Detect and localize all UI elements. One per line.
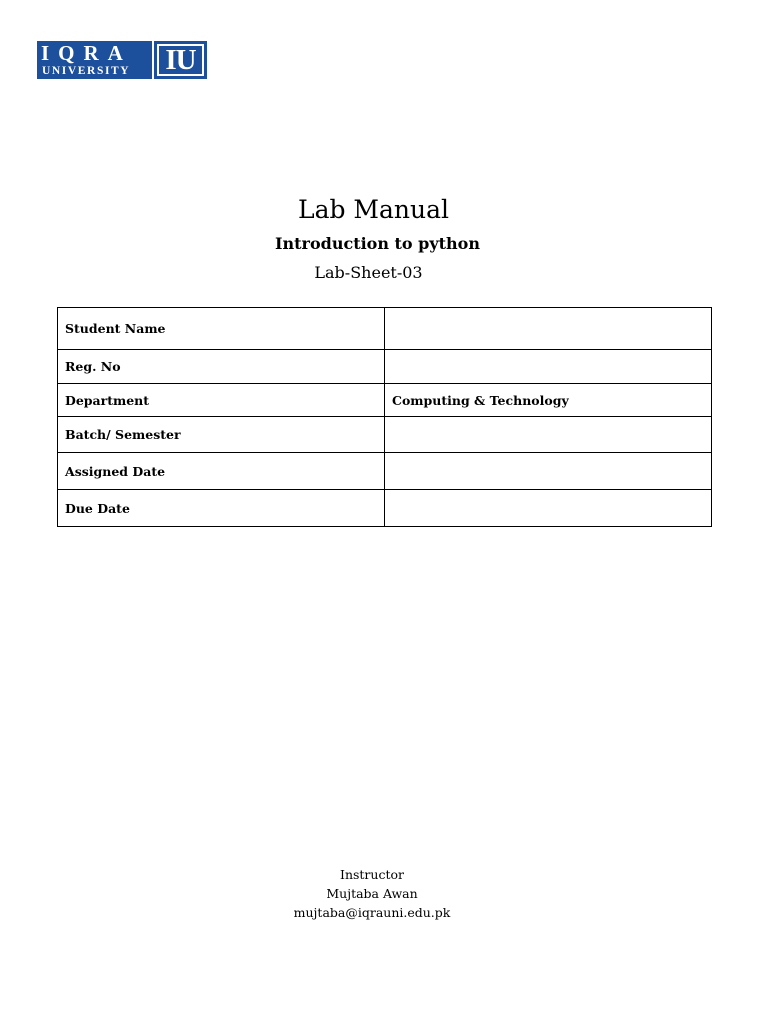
row-value xyxy=(385,453,712,490)
row-label: Batch/ Semester xyxy=(58,417,385,453)
row-value xyxy=(385,308,712,350)
row-value: Computing & Technology xyxy=(385,384,712,417)
row-label: Due Date xyxy=(58,490,385,527)
table-row xyxy=(58,384,712,417)
row-label: Assigned Date xyxy=(58,453,385,490)
document-subtitle: Introduction to python xyxy=(275,234,480,253)
instructor-email: mujtaba@iqrauni.edu.pk xyxy=(293,905,451,920)
university-logo xyxy=(37,41,207,79)
row-value xyxy=(385,490,712,527)
row-label: Student Name xyxy=(58,308,385,350)
row-label: Department xyxy=(58,384,385,417)
student-info-table xyxy=(57,307,712,527)
logo-mark-text: IU xyxy=(157,44,204,76)
logo-wordmark xyxy=(37,41,152,79)
instructor-role: Instructor xyxy=(340,867,404,882)
instructor-block xyxy=(0,865,744,922)
row-label: Reg. No xyxy=(58,350,385,384)
table-row xyxy=(58,417,712,453)
document-title: Lab Manual xyxy=(297,195,450,224)
row-value xyxy=(385,350,712,384)
table-row xyxy=(58,453,712,490)
logo-word-iqra: IQRA xyxy=(41,41,132,65)
table-row xyxy=(58,350,712,384)
logo-mark xyxy=(154,41,207,79)
table-row xyxy=(58,490,712,527)
sheet-number: Lab-Sheet-03 xyxy=(314,263,423,282)
logo-word-university: UNIVERSITY xyxy=(42,65,131,77)
table-row xyxy=(58,308,712,350)
instructor-name: Mujtaba Awan xyxy=(326,886,418,901)
row-value xyxy=(385,417,712,453)
